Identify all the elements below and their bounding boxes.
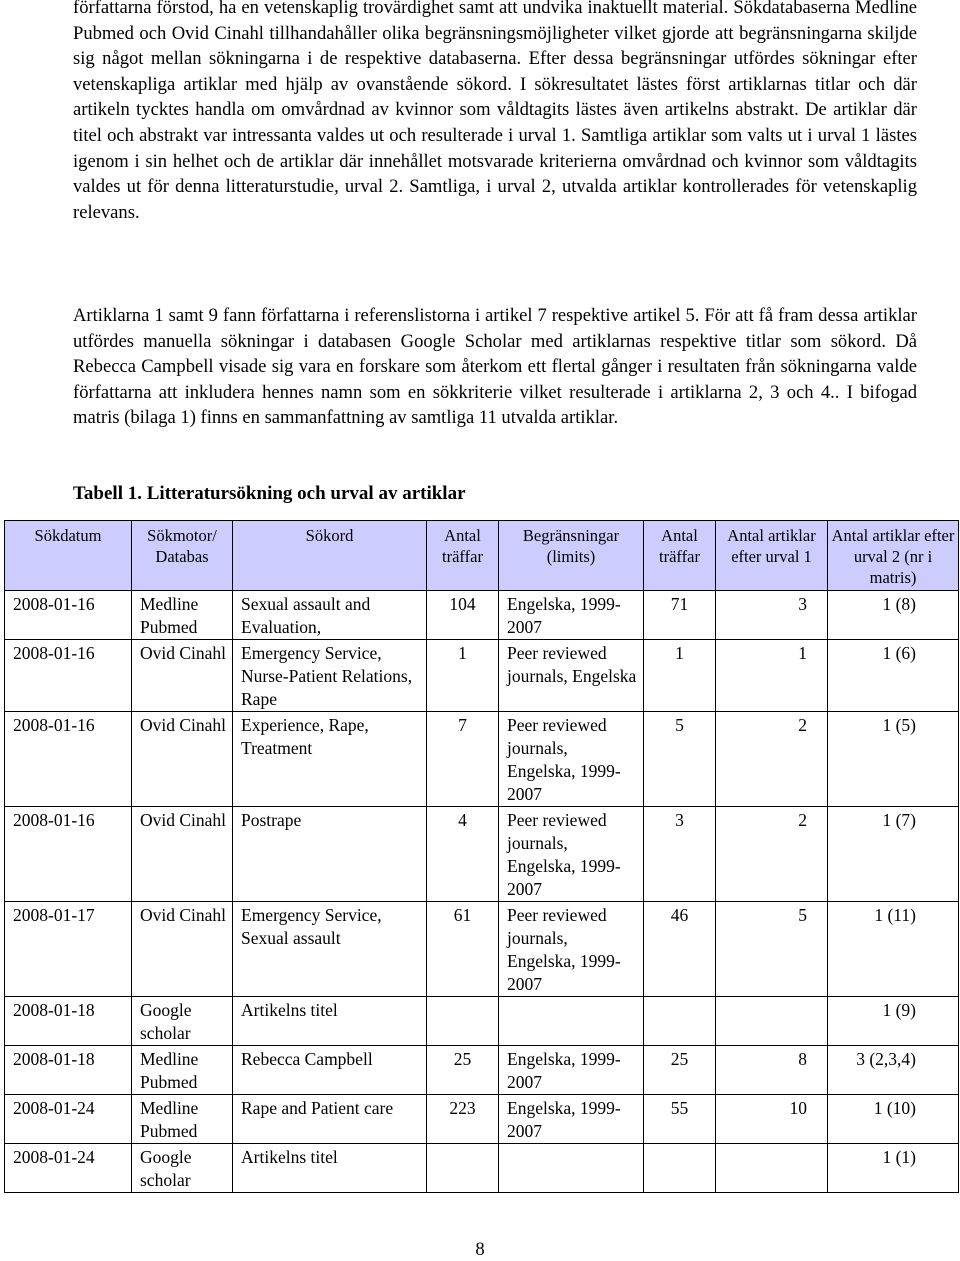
cell-hits-limited (644, 997, 716, 1046)
table-row (5, 902, 959, 997)
cell-selection-1 (716, 1144, 828, 1193)
cell-hits-limited: 25 (644, 1046, 716, 1095)
cell-date: 2008-01-18 (5, 997, 132, 1046)
cell-date: 2008-01-16 (5, 807, 132, 902)
table-row (5, 712, 959, 807)
table-row (5, 807, 959, 902)
header-sokord: Sökord (233, 521, 427, 591)
header-sokdatum: Sökdatum (5, 521, 132, 591)
table-row (5, 640, 959, 712)
cell-limits: Engelska, 1999-2007 (499, 1046, 644, 1095)
header-antal-traffar: Antal träffar (427, 521, 499, 591)
header-begransningar: Begränsningar (limits) (499, 521, 644, 591)
cell-database: Ovid Cinahl (132, 640, 233, 712)
cell-database: Medline Pubmed (132, 1095, 233, 1144)
cell-selection-1: 8 (716, 1046, 828, 1095)
cell-keywords: Postrape (233, 807, 427, 902)
cell-date: 2008-01-24 (5, 1144, 132, 1193)
cell-selection-2: 1 (11) (828, 902, 959, 997)
cell-hits: 104 (427, 591, 499, 640)
cell-selection-1: 5 (716, 902, 828, 997)
cell-limits (499, 997, 644, 1046)
cell-hits (427, 997, 499, 1046)
cell-limits: Peer reviewed journals, Engelska, 1999-2007 (499, 807, 644, 902)
table-row (5, 1046, 959, 1095)
cell-limits: Peer reviewed journals, Engelska, 1999-2007 (499, 902, 644, 997)
header-sokmotor-databas: Sökmotor/ Databas (132, 521, 233, 591)
cell-date: 2008-01-18 (5, 1046, 132, 1095)
header-antal-urval-2: Antal artiklar efter urval 2 (nr i matris) (828, 521, 959, 591)
cell-limits: Engelska, 1999-2007 (499, 1095, 644, 1144)
cell-database: Ovid Cinahl (132, 712, 233, 807)
body-paragraph-1: författarna förstod, ha en vetenskaplig trovärdighet samt att undvika inaktuellt material. Sökdatabaserna Medline Pubmed och Ovid Cinahl tillhandahåller olika begränsningsmöjligheter vilket gjorde att begränsningarna skiljde sig något mellan sökningarna i de respektive databaserna. Efter dessa begränsningar utfördes sökningar efter vetenskapliga artiklar med hjälp av ovanstående sökord. I sökresultatet lästes först artiklarnas titlar och där artikeln tycktes handla om omvårdnad av kvinnor som våldtagits lästes även artikelns abstrakt. De artiklar där titel och abstrakt var intressanta valdes ut och resulterade i urval 1. Samtliga artiklar som valts ut i urval 1 lästes igenom i sin helhet och de artiklar där innehållet motsvarade kriterierna omvårdnad och kvinnor som våldtagits valdes ut för denna litteraturstudie, urval 2. Samtliga, i urval 2, utvalda artiklar kontrollerades för vetenskaplig relevans. (73, 0, 917, 223)
cell-keywords: Sexual assault and Evaluation, (233, 591, 427, 640)
cell-selection-1: 10 (716, 1095, 828, 1144)
cell-selection-1: 2 (716, 712, 828, 807)
cell-keywords: Rape and Patient care (233, 1095, 427, 1144)
cell-selection-2: 1 (8) (828, 591, 959, 640)
cell-limits: Peer reviewed journals, Engelska, 1999-2007 (499, 712, 644, 807)
cell-database: Ovid Cinahl (132, 807, 233, 902)
cell-hits: 25 (427, 1046, 499, 1095)
cell-limits: Engelska, 1999-2007 (499, 591, 644, 640)
cell-hits-limited: 71 (644, 591, 716, 640)
cell-hits: 4 (427, 807, 499, 902)
table-header-row (5, 521, 959, 591)
cell-date: 2008-01-16 (5, 712, 132, 807)
cell-hits-limited: 1 (644, 640, 716, 712)
cell-hits-limited: 3 (644, 807, 716, 902)
cell-database: Google scholar (132, 997, 233, 1046)
cell-hits: 7 (427, 712, 499, 807)
cell-hits: 61 (427, 902, 499, 997)
cell-hits-limited (644, 1144, 716, 1193)
header-antal-traffar-efter-limits: Antal träffar (644, 521, 716, 591)
cell-date: 2008-01-17 (5, 902, 132, 997)
header-antal-urval-1: Antal artiklar efter urval 1 (716, 521, 828, 591)
cell-limits: Peer reviewed journals, Engelska (499, 640, 644, 712)
cell-keywords: Emergency Service, Sexual assault (233, 902, 427, 997)
page-number: 8 (475, 1239, 485, 1260)
table-row (5, 997, 959, 1046)
cell-hits-limited: 55 (644, 1095, 716, 1144)
cell-database: Medline Pubmed (132, 1046, 233, 1095)
cell-keywords: Emergency Service, Nurse-Patient Relations, Rape (233, 640, 427, 712)
cell-hits-limited: 5 (644, 712, 716, 807)
cell-selection-1: 1 (716, 640, 828, 712)
body-paragraph-2: Artiklarna 1 samt 9 fann författarna i referenslistorna i artikel 7 respektive artikel 5. För att få fram dessa artiklar utfördes manuella sökningar i databasen Google Scholar med artiklarnas respektive titlar som sökord. Då Rebecca Campbell visade sig vara en forskare som återkom ett flertal gånger i resultaten från sökningarna valde författarna att inkludera hennes namn som en sökkriterie vilket resulterade i artiklarna 2, 3 och 4.. I bifogad matris (bilaga 1) finns en sammanfattning av samtliga 11 utvalda artiklar. (73, 305, 917, 429)
cell-database: Medline Pubmed (132, 591, 233, 640)
cell-keywords: Experience, Rape, Treatment (233, 712, 427, 807)
cell-date: 2008-01-16 (5, 640, 132, 712)
cell-date: 2008-01-16 (5, 591, 132, 640)
cell-date: 2008-01-24 (5, 1095, 132, 1144)
cell-database: Ovid Cinahl (132, 902, 233, 997)
cell-selection-2: 1 (5) (828, 712, 959, 807)
cell-hits: 1 (427, 640, 499, 712)
cell-selection-1: 3 (716, 591, 828, 640)
table-row (5, 1095, 959, 1144)
table-row (5, 591, 959, 640)
cell-keywords: Artikelns titel (233, 997, 427, 1046)
cell-selection-2: 1 (1) (828, 1144, 959, 1193)
cell-limits (499, 1144, 644, 1193)
cell-selection-2: 1 (9) (828, 997, 959, 1046)
literature-search-table (4, 520, 959, 1193)
cell-selection-2: 3 (2,3,4) (828, 1046, 959, 1095)
table-caption: Tabell 1. Litteratursökning och urval av artiklar (73, 483, 466, 504)
cell-hits-limited: 46 (644, 902, 716, 997)
cell-selection-2: 1 (10) (828, 1095, 959, 1144)
table-row (5, 1144, 959, 1193)
cell-selection-2: 1 (6) (828, 640, 959, 712)
cell-keywords: Artikelns titel (233, 1144, 427, 1193)
cell-hits (427, 1144, 499, 1193)
cell-selection-2: 1 (7) (828, 807, 959, 902)
cell-selection-1: 2 (716, 807, 828, 902)
cell-hits: 223 (427, 1095, 499, 1144)
cell-database: Google scholar (132, 1144, 233, 1193)
cell-selection-1 (716, 997, 828, 1046)
cell-keywords: Rebecca Campbell (233, 1046, 427, 1095)
